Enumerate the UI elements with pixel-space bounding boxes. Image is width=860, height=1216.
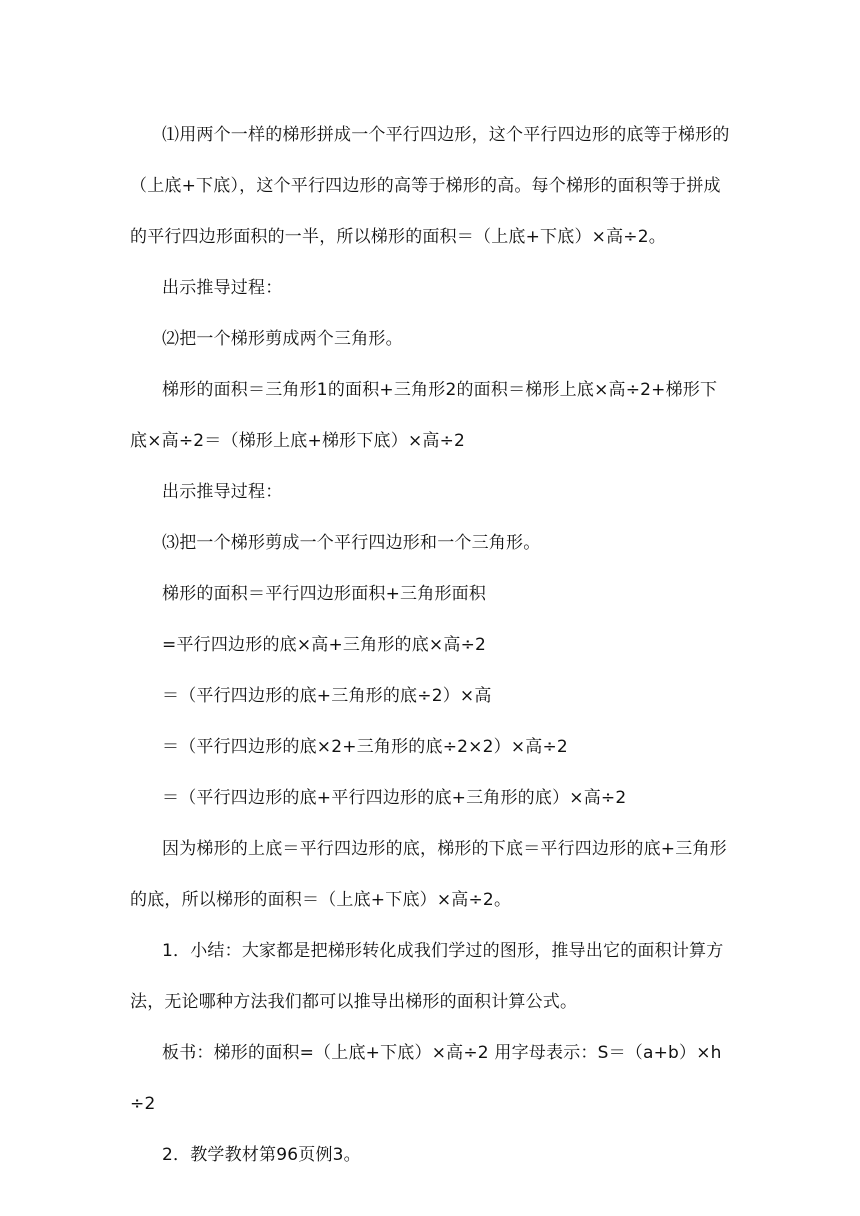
paragraph-method-2-formula: 梯形的面积＝三角形1的面积+三角形2的面积＝梯形上底×高÷2+梯形下底×高÷2＝（梯形上底+梯形下底）×高÷2 xyxy=(130,380,718,451)
paragraph-board-writing: 板书：梯形的面积=（上底+下底）×高÷2 用字母表示：S＝（a+b）×h÷2 xyxy=(130,1043,722,1114)
paragraph-method-2: ⑵把一个梯形剪成两个三角形。 xyxy=(162,329,403,349)
paragraph-next-example: 2．教学教材第96页例3。 xyxy=(162,1145,361,1165)
document-body xyxy=(130,110,730,1181)
paragraph-method-3-formula-5: ＝（平行四边形的底+平行四边形的底+三角形的底）×高÷2 xyxy=(162,788,627,808)
paragraph-method-1: ⑴用两个一样的梯形拼成一个平行四边形，这个平行四边形的底等于梯形的（上底+下底），这个平行四边形的高等于梯形的高。每个梯形的面积等于拼成的平行四边形面积的一半，所以梯形的面积＝（上底+下底）×高÷2。 xyxy=(130,125,730,247)
paragraph-method-3: ⑶把一个梯形剪成一个平行四边形和一个三角形。 xyxy=(162,533,541,553)
paragraph-derivation-heading-1: 出示推导过程： xyxy=(162,278,283,298)
paragraph-method-3-formula-2: =平行四边形的底×高+三角形的底×高÷2 xyxy=(162,635,487,655)
paragraph-method-3-formula-4: ＝（平行四边形的底×2+三角形的底÷2×2）×高÷2 xyxy=(162,737,568,757)
paragraph-conclusion: 因为梯形的上底＝平行四边形的底，梯形的下底＝平行四边形的底+三角形的底，所以梯形的面积＝（上底+下底）×高÷2。 xyxy=(130,839,727,910)
paragraph-derivation-heading-2: 出示推导过程： xyxy=(162,482,283,502)
paragraph-method-3-formula-1: 梯形的面积＝平行四边形面积+三角形面积 xyxy=(162,584,487,604)
paragraph-summary: 1．小结：大家都是把梯形转化成我们学过的图形，推导出它的面积计算方法，无论哪种方法我们都可以推导出梯形的面积计算公式。 xyxy=(130,941,724,1012)
paragraph-method-3-formula-3: ＝（平行四边形的底+三角形的底÷2）×高 xyxy=(162,686,492,706)
